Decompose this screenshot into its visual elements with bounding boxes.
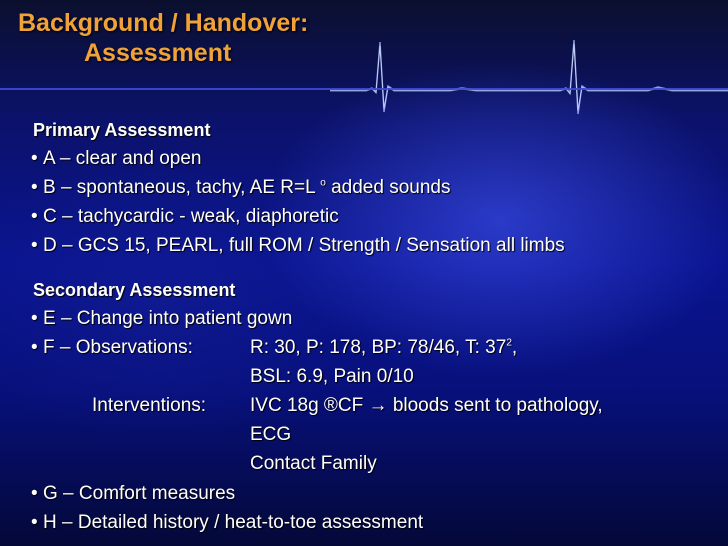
list-item (31, 308, 292, 330)
bullet: • (31, 235, 38, 256)
item-text: bloods sent to pathology, (387, 395, 603, 416)
item-text: D – GCS 15, PEARL, full ROM / Strength / Sensation all limbs (43, 235, 565, 256)
observations-line-2: BSL: 6.9, Pain 0/10 (250, 366, 414, 387)
list-item (31, 206, 339, 228)
interventions-label: Interventions: (92, 395, 207, 416)
item-text: A – clear and open (43, 148, 202, 169)
bullet: • (31, 177, 38, 198)
list-item (31, 148, 201, 170)
item-text: C – tachycardic - weak, diaphoretic (43, 206, 339, 227)
bullet: • (31, 512, 38, 533)
item-text: IVC 18g ®CF (250, 395, 369, 416)
item-text: G – Comfort measures (43, 483, 236, 504)
title-line-1: Background / Handover: (18, 9, 309, 37)
item-text: added sounds (325, 177, 451, 198)
observations-line-1 (250, 337, 517, 359)
list-item (31, 235, 565, 257)
list-item (31, 177, 451, 199)
item-text: F – Observations: (43, 337, 193, 358)
bullet: • (31, 206, 38, 227)
list-item (31, 512, 423, 534)
list-item (31, 337, 193, 359)
bullet: • (31, 337, 38, 358)
item-text: E – Change into patient gown (43, 308, 293, 329)
superscript: 2 (506, 337, 512, 349)
arrow-right-icon: → (368, 395, 388, 416)
bullet: • (31, 308, 38, 329)
item-text: H – Detailed history / heat-to-toe assessment (43, 512, 424, 533)
interventions-line-1 (250, 395, 603, 417)
bullet: • (31, 483, 38, 504)
primary-heading: Primary Assessment (33, 120, 211, 140)
bullet: • (31, 148, 38, 169)
interventions-line-3: Contact Family (250, 453, 377, 474)
item-text: , (511, 337, 518, 358)
item-text: R: 30, P: 178, BP: 78/46, T: 37 (250, 337, 507, 358)
list-item (31, 483, 235, 505)
superscript: o (320, 177, 326, 189)
interventions-line-2: ECG (250, 424, 292, 445)
title-line-2: Assessment (84, 39, 232, 67)
item-text: B – spontaneous, tachy, AE R=L (43, 177, 321, 198)
secondary-heading: Secondary Assessment (33, 280, 236, 300)
